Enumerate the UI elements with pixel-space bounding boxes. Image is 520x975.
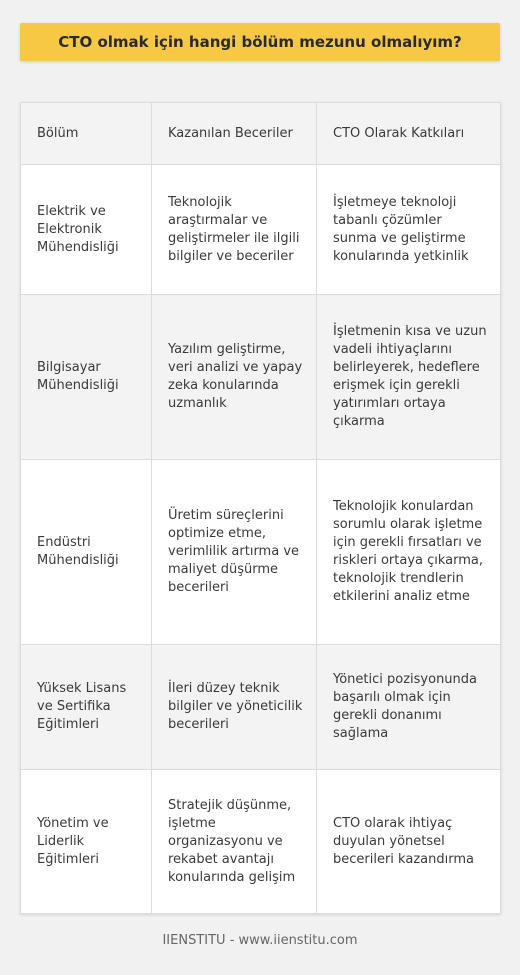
comparison-table [20, 102, 501, 914]
page-title: CTO olmak için hangi bölüm mezunu olmalıyım? [20, 23, 500, 61]
table-row [21, 295, 501, 460]
table-row [21, 165, 501, 295]
table-cell: Üretim süreçlerini optimize etme, verimlilik artırma ve maliyet düşürme becerileri [152, 460, 317, 645]
header-cell-skills: Kazanılan Beceriler [152, 103, 317, 165]
table-cell: Stratejik düşünme, işletme organizasyonu ve rekabet avantajı konularında gelişim [152, 770, 317, 914]
table-cell: Yüksek Lisans ve Sertifika Eğitimleri [21, 645, 152, 770]
table-cell: Elektrik ve Elektronik Mühendisliği [21, 165, 152, 295]
table-cell: Bilgisayar Mühendisliği [21, 295, 152, 460]
header-cell-contributions: CTO Olarak Katkıları [317, 103, 501, 165]
table-cell: İşletmeye teknoloji tabanlı çözümler sunma ve geliştirme konularında yetkinlik [317, 165, 501, 295]
table-row [21, 770, 501, 914]
table-header-row [21, 103, 501, 165]
footer-credit: IIENSTITU - www.iienstitu.com [162, 933, 358, 948]
table-cell: İşletmenin kısa ve uzun vadeli ihtiyaçlarını belirleyerek, hedeflere erişmek için gerekli yatırımları ortaya çıkarma [317, 295, 501, 460]
table-cell: Teknolojik araştırmalar ve geliştirmeler ile ilgili bilgiler ve beceriler [152, 165, 317, 295]
table-cell: Yönetim ve Liderlik Eğitimleri [21, 770, 152, 914]
table-cell: Yönetici pozisyonunda başarılı olmak için gerekli donanımı sağlama [317, 645, 501, 770]
table-cell: Endüstri Mühendisliği [21, 460, 152, 645]
header-cell-department: Bölüm [21, 103, 152, 165]
table-cell: CTO olarak ihtiyaç duyulan yönetsel becerileri kazandırma [317, 770, 501, 914]
table-row [21, 645, 501, 770]
table-cell: Yazılım geliştirme, veri analizi ve yapay zeka konularında uzmanlık [152, 295, 317, 460]
table-cell: Teknolojik konulardan sorumlu olarak işletme için gerekli fırsatları ve riskleri ortaya çıkarma, teknolojik trendlerin etkilerini analiz etme [317, 460, 501, 645]
table-cell: İleri düzey teknik bilgiler ve yöneticilik becerileri [152, 645, 317, 770]
table-row [21, 460, 501, 645]
